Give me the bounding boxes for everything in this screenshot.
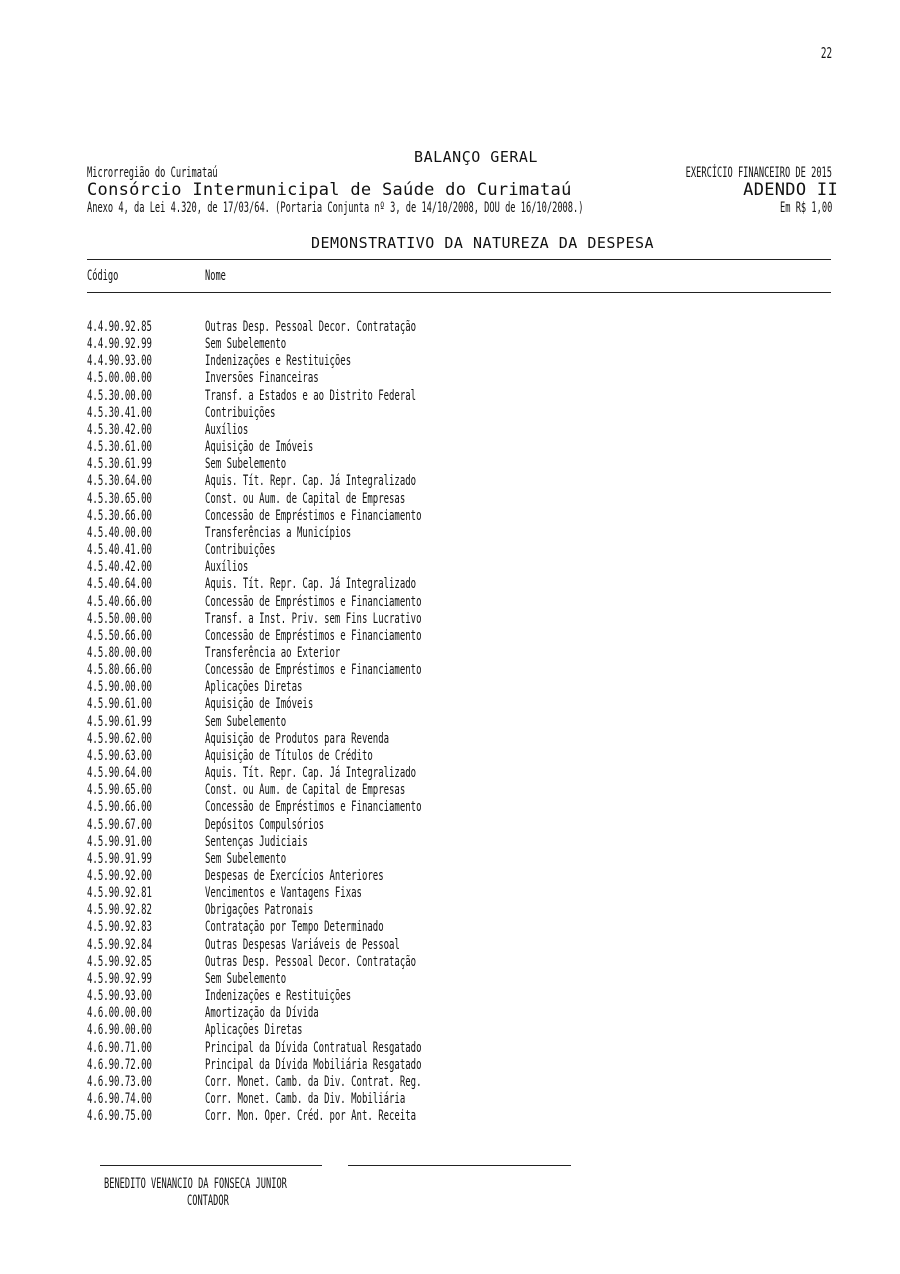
row-code: 4.6.90.75.00 <box>87 1108 152 1125</box>
table-row <box>87 696 831 713</box>
row-name: Aquis. Tít. Repr. Cap. Já Integralizado <box>205 765 417 782</box>
row-name: Vencimentos e Vantagens Fixas <box>205 885 362 902</box>
legal-basis: Anexo 4, da Lei 4.320, de 17/03/64. (Portaria Conjunta nº 3, de 14/10/2008, DOU de 16/10/2008.) <box>87 200 584 216</box>
table-row <box>87 851 831 868</box>
row-name: Sem Subelemento <box>205 970 287 987</box>
table-row <box>87 782 831 799</box>
row-name: Transf. a Inst. Priv. sem Fins Lucrativo <box>205 610 422 627</box>
report-title: BALANÇO GERAL <box>414 148 538 166</box>
table-row <box>87 679 831 696</box>
row-code: 4.5.40.64.00 <box>87 576 152 593</box>
table-row <box>87 542 831 559</box>
row-code: 4.5.90.61.99 <box>87 713 152 730</box>
row-code: 4.5.90.63.00 <box>87 747 152 764</box>
table-row <box>87 714 831 731</box>
column-header-code: Código <box>87 268 119 284</box>
header-divider-bottom <box>87 292 831 293</box>
row-name: Corr. Monet. Camb. da Div. Contrat. Reg. <box>205 1073 422 1090</box>
row-code: 4.5.90.92.83 <box>87 919 152 936</box>
row-code: 4.5.90.62.00 <box>87 730 152 747</box>
row-code: 4.5.40.66.00 <box>87 593 152 610</box>
row-name: Contribuições <box>205 542 276 559</box>
currency-label: Em R$ 1,00 <box>779 200 832 216</box>
row-code: 4.5.90.92.81 <box>87 885 152 902</box>
row-code: 4.5.90.91.00 <box>87 833 152 850</box>
row-name: Aplicações Diretas <box>205 679 303 696</box>
table-row <box>87 422 831 439</box>
table-row <box>87 919 831 936</box>
row-name: Const. ou Aum. de Capital de Empresas <box>205 782 406 799</box>
row-code: 4.5.90.67.00 <box>87 816 152 833</box>
table-row <box>87 370 831 387</box>
row-code: 4.4.90.93.00 <box>87 353 152 370</box>
table-row <box>87 1022 831 1039</box>
table-row <box>87 1074 831 1091</box>
table-row <box>87 902 831 919</box>
row-name: Concessão de Empréstimos e Financiamento <box>205 593 422 610</box>
row-code: 4.5.30.61.00 <box>87 439 152 456</box>
row-name: Aquis. Tít. Repr. Cap. Já Integralizado <box>205 473 417 490</box>
row-code: 4.5.90.64.00 <box>87 765 152 782</box>
row-code: 4.5.40.42.00 <box>87 559 152 576</box>
row-name: Const. ou Aum. de Capital de Empresas <box>205 490 406 507</box>
row-code: 4.5.50.66.00 <box>87 627 152 644</box>
table-row <box>87 885 831 902</box>
row-code: 4.5.40.41.00 <box>87 542 152 559</box>
fiscal-year-label: EXERCÍCIO FINANCEIRO DE 2015 <box>685 165 832 181</box>
row-code: 4.5.30.00.00 <box>87 387 152 404</box>
row-name: Aquisição de Imóveis <box>205 439 314 456</box>
row-name: Sem Subelemento <box>205 850 287 867</box>
organization-name: Consórcio Intermunicipal de Saúde do Curimataú <box>87 180 572 200</box>
row-code: 4.6.90.00.00 <box>87 1022 152 1039</box>
row-name: Outras Desp. Pessoal Decor. Contratação <box>205 953 417 970</box>
row-name: Indenizações e Restituições <box>205 353 352 370</box>
row-name: Contribuições <box>205 404 276 421</box>
row-name: Aquisição de Títulos de Crédito <box>205 747 373 764</box>
row-name: Auxílios <box>205 559 249 576</box>
table-row <box>87 319 831 336</box>
row-code: 4.5.30.61.99 <box>87 456 152 473</box>
row-code: 4.5.90.93.00 <box>87 988 152 1005</box>
table-row <box>87 954 831 971</box>
row-name: Concessão de Empréstimos e Financiamento <box>205 662 422 679</box>
row-code: 4.4.90.92.99 <box>87 336 152 353</box>
row-name: Principal da Dívida Mobiliária Resgatado <box>205 1056 422 1073</box>
row-code: 4.5.90.92.85 <box>87 953 152 970</box>
table-row <box>87 988 831 1005</box>
row-name: Outras Despesas Variáveis de Pessoal <box>205 936 400 953</box>
row-code: 4.6.90.72.00 <box>87 1056 152 1073</box>
header-divider-top <box>87 259 831 260</box>
table-row <box>87 525 831 542</box>
table-row <box>87 971 831 988</box>
row-code: 4.5.90.66.00 <box>87 799 152 816</box>
table-row <box>87 1040 831 1057</box>
row-name: Indenizações e Restituições <box>205 988 352 1005</box>
row-code: 4.5.90.65.00 <box>87 782 152 799</box>
signature-line-left <box>100 1165 322 1166</box>
row-code: 4.5.30.42.00 <box>87 421 152 438</box>
row-name: Auxílios <box>205 421 249 438</box>
table-row <box>87 1091 831 1108</box>
table-row <box>87 1005 831 1022</box>
table-row <box>87 508 831 525</box>
table-row <box>87 491 831 508</box>
row-code: 4.5.80.66.00 <box>87 662 152 679</box>
row-code: 4.5.30.41.00 <box>87 404 152 421</box>
table-row <box>87 388 831 405</box>
row-name: Sem Subelemento <box>205 713 287 730</box>
row-name: Concessão de Empréstimos e Financiamento <box>205 627 422 644</box>
table-row <box>87 594 831 611</box>
row-name: Concessão de Empréstimos e Financiamento <box>205 507 422 524</box>
region-label: Microrregião do Curimataú <box>87 165 218 181</box>
row-code: 4.4.90.92.85 <box>87 319 152 335</box>
table-row <box>87 576 831 593</box>
row-name: Aquisição de Produtos para Revenda <box>205 730 390 747</box>
table-row <box>87 439 831 456</box>
table-row <box>87 405 831 422</box>
section-title: DEMONSTRATIVO DA NATUREZA DA DESPESA <box>310 234 655 252</box>
row-name: Contratação por Tempo Determinado <box>205 919 384 936</box>
row-code: 4.5.30.66.00 <box>87 507 152 524</box>
row-code: 4.6.90.71.00 <box>87 1039 152 1056</box>
signature-line-right <box>348 1165 571 1166</box>
row-name: Sentenças Judiciais <box>205 833 308 850</box>
row-name: Sem Subelemento <box>205 336 287 353</box>
row-name: Aquis. Tít. Repr. Cap. Já Integralizado <box>205 576 417 593</box>
row-name: Transf. a Estados e ao Distrito Federal <box>205 387 417 404</box>
table-row <box>87 748 831 765</box>
row-name: Outras Desp. Pessoal Decor. Contratação <box>205 319 417 335</box>
table-row <box>87 611 831 628</box>
table-row <box>87 559 831 576</box>
expense-list <box>87 319 831 1125</box>
row-code: 4.5.90.92.84 <box>87 936 152 953</box>
table-row <box>87 336 831 353</box>
table-row <box>87 834 831 851</box>
row-code: 4.5.80.00.00 <box>87 644 152 661</box>
addendum-label: ADENDO II <box>743 180 838 200</box>
table-row <box>87 765 831 782</box>
row-code: 4.5.90.92.99 <box>87 970 152 987</box>
row-name: Amortização da Dívida <box>205 1005 319 1022</box>
table-row <box>87 645 831 662</box>
row-name: Depósitos Compulsórios <box>205 816 325 833</box>
row-code: 4.5.90.92.00 <box>87 868 152 884</box>
table-row <box>87 1108 831 1125</box>
row-name: Sem Subelemento <box>205 456 287 473</box>
row-name: Principal da Dívida Contratual Resgatado <box>205 1039 422 1056</box>
table-row <box>87 353 831 370</box>
row-code: 4.5.90.61.00 <box>87 696 152 713</box>
row-name: Corr. Monet. Camb. da Div. Mobiliária <box>205 1091 406 1108</box>
row-code: 4.6.00.00.00 <box>87 1005 152 1022</box>
table-row <box>87 799 831 816</box>
table-row <box>87 868 831 885</box>
row-name: Transferência ao Exterior <box>205 644 341 661</box>
table-row <box>87 731 831 748</box>
row-code: 4.5.30.64.00 <box>87 473 152 490</box>
row-code: 4.5.00.00.00 <box>87 370 152 387</box>
row-name: Concessão de Empréstimos e Financiamento <box>205 799 422 816</box>
row-code: 4.5.40.00.00 <box>87 524 152 541</box>
row-code: 4.5.30.65.00 <box>87 490 152 507</box>
row-name: Inversões Financeiras <box>205 370 319 387</box>
row-code: 4.6.90.74.00 <box>87 1091 152 1108</box>
table-row <box>87 456 831 473</box>
table-row <box>87 473 831 490</box>
table-row <box>87 1057 831 1074</box>
table-row <box>87 662 831 679</box>
row-code: 4.5.50.00.00 <box>87 610 152 627</box>
row-name: Despesas de Exercícios Anteriores <box>205 868 384 884</box>
page-number: 22 <box>820 44 832 62</box>
column-header-name: Nome <box>205 268 226 284</box>
table-row <box>87 628 831 645</box>
table-row <box>87 817 831 834</box>
row-name: Obrigações Patronais <box>205 902 314 919</box>
row-code: 4.5.90.92.82 <box>87 902 152 919</box>
row-code: 4.5.90.91.99 <box>87 850 152 867</box>
row-name: Corr. Mon. Oper. Créd. por Ant. Receita <box>205 1108 417 1125</box>
row-name: Aquisição de Imóveis <box>205 696 314 713</box>
row-code: 4.5.90.00.00 <box>87 679 152 696</box>
signatory-role: CONTADOR <box>187 1193 229 1209</box>
signatory-name: BENEDITO VENANCIO DA FONSECA JUNIOR <box>104 1176 287 1192</box>
row-code: 4.6.90.73.00 <box>87 1073 152 1090</box>
row-name: Aplicações Diretas <box>205 1022 303 1039</box>
row-name: Transferências a Municípios <box>205 524 352 541</box>
table-row <box>87 937 831 954</box>
